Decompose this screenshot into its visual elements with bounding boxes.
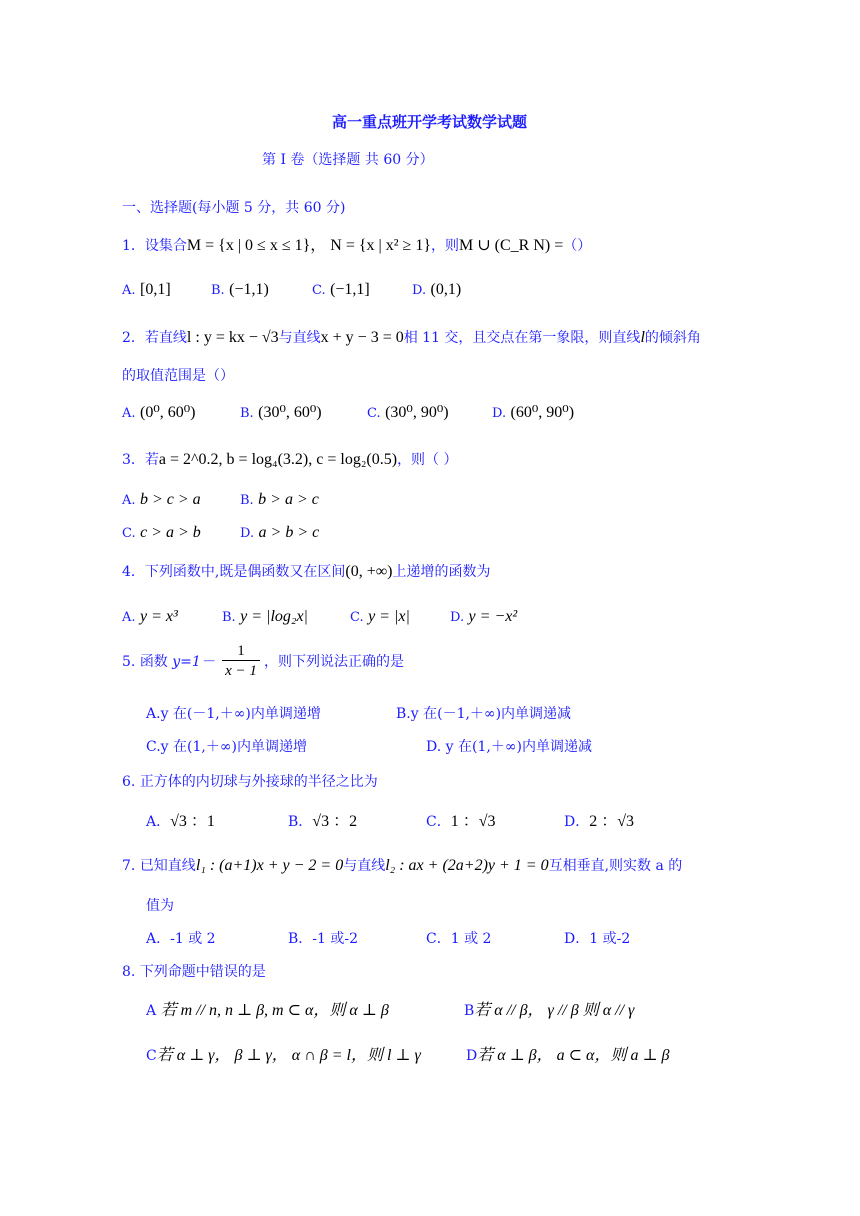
option-a: A 若 m // n, n ⊥ β, m ⊂ α，则 α ⊥ β [146, 1002, 389, 1019]
stem-text: 若 [144, 452, 159, 468]
option-d: D. y 在(1,＋∞)内单调递减 [426, 739, 592, 755]
option-a: A. b > c > a [122, 491, 201, 508]
option-d: D. (0,1) [412, 281, 462, 298]
fraction-numerator: 1 [222, 642, 260, 661]
question-5-stem-post: ，则下列说法正确的是 [264, 654, 404, 670]
stem-math: y=1－ [172, 654, 215, 670]
option-a: A. y = x³ [122, 608, 178, 625]
option-b: B．√3 ：2 [288, 813, 358, 830]
stem-text: 设集合 [144, 238, 187, 254]
option-b: B. (−1,1) [211, 281, 269, 298]
question-2-stem-line2: 的取值范围是（） [122, 368, 234, 384]
option-c: C. (30⁰, 90⁰) [367, 404, 449, 421]
stem-text: 函数 [139, 654, 168, 670]
page-subtitle: 第 I 卷（选择题 共 60 分） [262, 152, 434, 168]
stem-math: x + y − 3 = 0 [320, 329, 404, 346]
option-c: C. y = |x| [350, 608, 410, 625]
stem-text: 相 11 交，且交点在第一象限，则直线 [403, 330, 641, 346]
question-7-stem-line2: 值为 [146, 898, 174, 914]
question-number: 4． [122, 564, 145, 580]
option-c: C．1 或 2 [426, 931, 492, 947]
stem-math: M = {x | 0 ≤ x ≤ 1}， N = {x | x² ≥ 1} [186, 237, 432, 254]
question-3-stem [122, 450, 458, 470]
option-a: A. (0⁰, 60⁰) [122, 404, 196, 421]
option-d: D若 α ⊥ β， a ⊂ α，则 a ⊥ β [466, 1047, 670, 1064]
stem-text: ，则（ ） [397, 452, 458, 468]
stem-text: 下列命题中错误的是 [139, 964, 266, 980]
option-a: A.y 在(－1,＋∞)内单调递增 [146, 706, 321, 722]
question-4-stem [122, 562, 490, 582]
question-number: 2． [122, 330, 145, 346]
page-title: 高一重点班开学考试数学试题 [332, 113, 528, 131]
stem-text: 与直线 [278, 330, 321, 346]
stem-text: 与直线 [343, 858, 386, 874]
option-d: D. a > b > c [240, 524, 320, 541]
fraction [222, 642, 260, 681]
option-d: D．1 或-2 [564, 931, 631, 947]
option-a: A. [0,1] [122, 281, 171, 298]
question-5-stem [122, 652, 215, 672]
option-b: B. b > a > c [240, 491, 319, 508]
stem-math: l₂ : ax + (2a+2)y + 1 = 0 [385, 857, 549, 874]
stem-math: a = 2^0.2, b = log₄(3.2), c = log₂(0.5) [158, 451, 398, 468]
question-number: 6. [122, 774, 136, 790]
question-7-stem [122, 856, 682, 876]
question-number: 7. [122, 858, 136, 874]
stem-text: 下列函数中,既是偶函数又在区间 [144, 564, 346, 580]
option-b: B. (30⁰, 60⁰) [240, 404, 322, 421]
stem-text: 已知直线 [139, 858, 196, 874]
option-b: B．-1 或-2 [288, 931, 359, 947]
option-d: D. (60⁰, 90⁰) [492, 404, 575, 421]
question-number: 5. [122, 654, 136, 670]
stem-text: 的倾斜角 [644, 330, 701, 346]
option-b: B.y 在(－1,＋∞)内单调递减 [396, 706, 572, 722]
question-number: 3． [122, 452, 145, 468]
question-6-stem [122, 772, 378, 792]
fraction-denominator: x − 1 [225, 663, 257, 679]
section-heading: 一、选择题(每小题 5 分，共 60 分) [122, 200, 346, 216]
stem-math: l₁ : (a+1)x + y − 2 = 0 [195, 857, 344, 874]
option-d: D．2 ：√3 [564, 813, 635, 830]
option-a: A．-1 或 2 [146, 931, 216, 947]
stem-math: l : y = kx − √3 [186, 329, 279, 346]
option-b: B若 α // β， γ // β 则 α // γ [464, 1002, 635, 1019]
option-c: C．1 ：√3 [426, 813, 496, 830]
option-c: C. (−1,1] [312, 281, 370, 298]
stem-text: ，则 [431, 238, 460, 254]
question-8-stem [122, 962, 266, 982]
question-number: 1． [122, 238, 145, 254]
option-a: A．√3 ：1 [146, 813, 215, 830]
stem-text: 若直线 [144, 330, 187, 346]
option-b: B. y = |log₂x| [222, 608, 308, 625]
stem-math: M ∪ (C_R N) = [459, 237, 564, 254]
stem-text: 互相垂直,则实数 a 的 [548, 858, 683, 874]
stem-math: l [640, 329, 645, 346]
stem-text: 正方体的内切球与外接球的半径之比为 [139, 774, 378, 790]
option-c: C. c > a > b [122, 524, 201, 541]
option-c: C.y 在(1,＋∞)内单调递增 [146, 739, 307, 755]
option-d: D. y = −x² [450, 608, 518, 625]
question-number: 8. [122, 964, 136, 980]
option-c: C若 α ⊥ γ， β ⊥ γ， α ∩ β = l，则 l ⊥ γ [146, 1047, 421, 1064]
question-2-stem [122, 328, 701, 348]
question-1-stem [122, 236, 591, 256]
stem-math: (0, +∞) [345, 563, 393, 580]
stem-text: 上递增的函数为 [392, 564, 491, 580]
stem-text: （） [563, 238, 592, 254]
